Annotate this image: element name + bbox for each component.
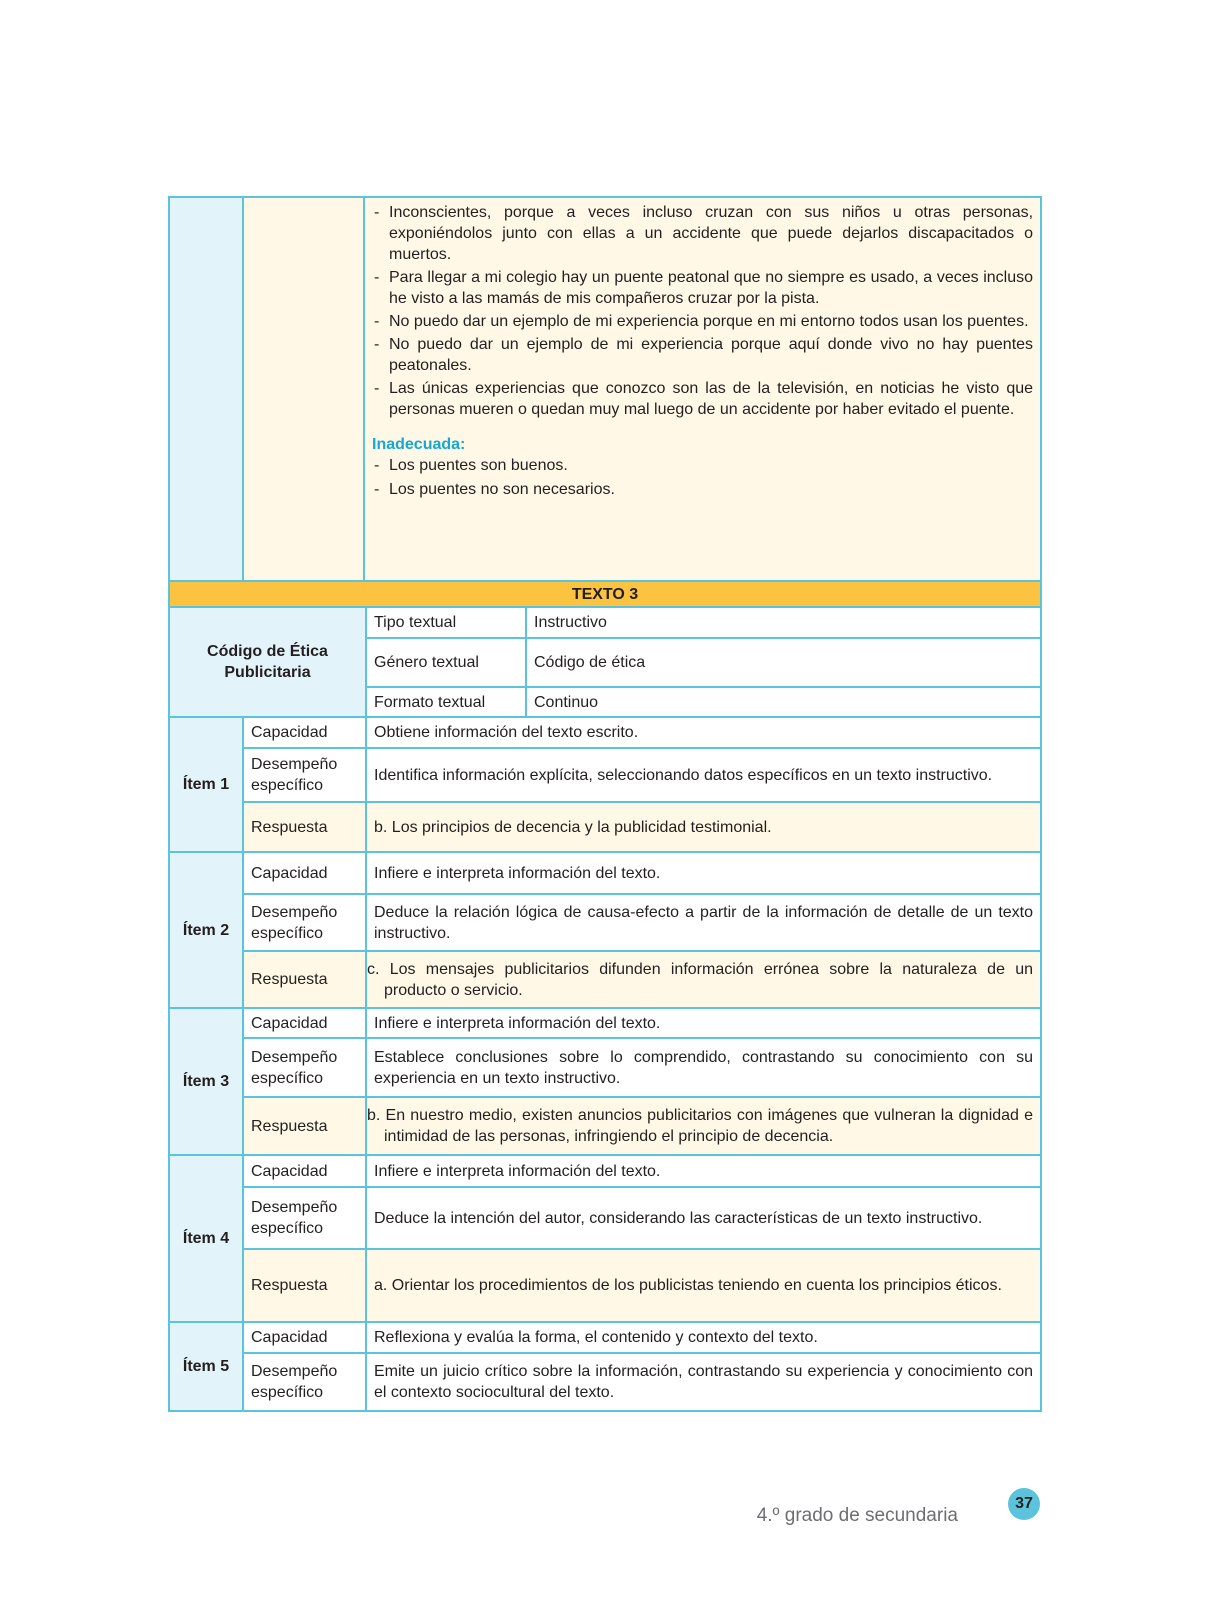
- respuesta-label: Respuesta: [243, 951, 366, 1008]
- desempeno-label: Desempeño específico: [243, 1187, 366, 1249]
- texto3-band: TEXTO 3: [169, 581, 1041, 607]
- inadequate-list: [372, 455, 1033, 500]
- respuesta-label: Respuesta: [243, 1097, 366, 1155]
- adequate-list: [372, 202, 1033, 420]
- capacidad-label: Capacidad: [243, 852, 366, 894]
- capacidad-label: Capacidad: [243, 1155, 366, 1187]
- respuesta-label: Respuesta: [243, 802, 366, 852]
- table-row: [169, 1249, 1041, 1322]
- list-item: - Los puentes son buenos.: [372, 455, 1033, 476]
- capacidad-value: Obtiene información del texto escrito.: [366, 717, 1041, 748]
- table-row: [169, 1187, 1041, 1249]
- desempeno-label: Desempeño específico: [243, 1038, 366, 1097]
- list-item: - Inconscientes, porque a veces incluso cruzan con sus niños u otras personas, exponiéndolos junto con ellas a un accidente que puede dejarlos discapacitados o muertos.: [372, 202, 1033, 265]
- table-row: [169, 1097, 1041, 1155]
- rubric-table: [168, 196, 1042, 1412]
- desempeno-value: Identifica información explícita, seleccionando datos específicos en un texto instructivo.: [366, 748, 1041, 802]
- texto3-title: Código de Ética Publicitaria: [169, 607, 366, 717]
- respuesta-value: b. En nuestro medio, existen anuncios publicitarios con imágenes que vulneran la dignidad e intimidad de las personas, infringiendo el principio de decencia.: [366, 1097, 1041, 1155]
- capacidad-value: Infiere e interpreta información del texto.: [366, 1155, 1041, 1187]
- continuation-content-cell: [364, 197, 1041, 581]
- table-row: [169, 1353, 1041, 1411]
- item-4-label: Ítem 4: [169, 1155, 243, 1322]
- respuesta-label: Respuesta: [243, 1249, 366, 1322]
- desempeno-value: Deduce la intención del autor, considerando las características de un texto instructivo.: [366, 1187, 1041, 1249]
- list-item: - No puedo dar un ejemplo de mi experiencia porque aquí donde vivo no hay puentes peatonales.: [372, 334, 1033, 376]
- table-row: [169, 852, 1041, 894]
- capacidad-value: Reflexiona y evalúa la forma, el contenido y contexto del texto.: [366, 1322, 1041, 1353]
- list-item: - Para llegar a mi colegio hay un puente peatonal que no siempre es usado, a veces incluso he visto a las mamás de mis compañeros cruzar por la pista.: [372, 267, 1033, 309]
- page-number: 37: [1008, 1488, 1040, 1520]
- formato-textual-value: Continuo: [526, 687, 1041, 717]
- desempeno-value: Deduce la relación lógica de causa-efecto a partir de la información de detalle de un texto instructivo.: [366, 894, 1041, 951]
- table-row: [169, 802, 1041, 852]
- capacidad-label: Capacidad: [243, 717, 366, 748]
- item-1-label: Ítem 1: [169, 717, 243, 852]
- respuesta-value: b. Los principios de decencia y la publicidad testimonial.: [366, 802, 1041, 852]
- table-row: [169, 1008, 1041, 1038]
- tipo-textual-value: Instructivo: [526, 607, 1041, 638]
- genero-textual-label: Género textual: [366, 638, 526, 687]
- continuation-empty-cell-2: [243, 197, 364, 581]
- respuesta-value: a. Orientar los procedimientos de los publicistas teniendo en cuenta los principios éticos.: [366, 1249, 1041, 1322]
- item-3-label: Ítem 3: [169, 1008, 243, 1155]
- respuesta-value: c. Los mensajes publicitarios difunden información errónea sobre la naturaleza de un producto o servicio.: [366, 951, 1041, 1008]
- table-row: [169, 894, 1041, 951]
- genero-textual-value: Código de ética: [526, 638, 1041, 687]
- texto3-band-row: [169, 581, 1041, 607]
- desempeno-value: Establece conclusiones sobre lo comprendido, contrastando su conocimiento con su experiencia en un texto instructivo.: [366, 1038, 1041, 1097]
- tipo-textual-label: Tipo textual: [366, 607, 526, 638]
- rubric-sheet: [168, 196, 1040, 1412]
- capacidad-value: Infiere e interpreta información del texto.: [366, 1008, 1041, 1038]
- desempeno-label: Desempeño específico: [243, 748, 366, 802]
- table-row: [169, 1322, 1041, 1353]
- continuation-row: [169, 197, 1041, 581]
- item-5-label: Ítem 5: [169, 1322, 243, 1411]
- texto3-row: [169, 607, 1041, 638]
- list-item: - No puedo dar un ejemplo de mi experiencia porque en mi entorno todos usan los puentes.: [372, 311, 1033, 332]
- capacidad-label: Capacidad: [243, 1008, 366, 1038]
- table-row: [169, 951, 1041, 1008]
- item-2-label: Ítem 2: [169, 852, 243, 1008]
- capacidad-value: Infiere e interpreta información del texto.: [366, 852, 1041, 894]
- grade-label: 4.º grado de secundaria: [756, 1505, 958, 1526]
- continuation-empty-cell-1: [169, 197, 243, 581]
- desempeno-label: Desempeño específico: [243, 894, 366, 951]
- table-row: [169, 1155, 1041, 1187]
- formato-textual-label: Formato textual: [366, 687, 526, 717]
- list-item: - Los puentes no son necesarios.: [372, 479, 1033, 500]
- desempeno-label: Desempeño específico: [243, 1353, 366, 1411]
- table-row: [169, 717, 1041, 748]
- desempeno-value: Emite un juicio crítico sobre la información, contrastando su experiencia y conocimiento con el contexto sociocultural del texto.: [366, 1353, 1041, 1411]
- list-item: - Las únicas experiencias que conozco son las de la televisión, en noticias he visto que personas mueren o quedan muy mal luego de un accidente por haber evitado el puente.: [372, 378, 1033, 420]
- capacidad-label: Capacidad: [243, 1322, 366, 1353]
- table-row: [169, 748, 1041, 802]
- table-row: [169, 1038, 1041, 1097]
- inadequate-heading: Inadecuada:: [372, 436, 466, 453]
